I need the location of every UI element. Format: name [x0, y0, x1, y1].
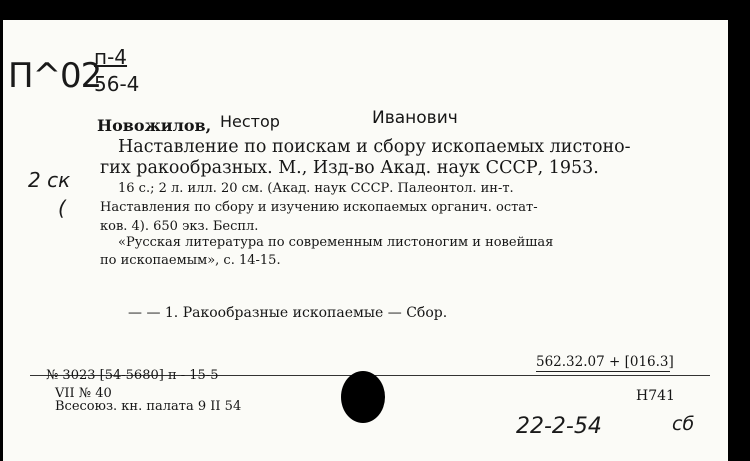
physical-description: 16 с.; 2 л. илл. 20 см. (Акад. наук СССР. Палеонтол. ин-т.	[118, 181, 514, 196]
series-statement: Наставления по сбору и изучению ископаемых органич. остат-	[100, 200, 538, 215]
shelfmark-prefix: П^02	[8, 56, 102, 96]
title-line: Наставление по поискам и сбору ископаемых листоно-	[118, 137, 631, 157]
scan-border-right	[728, 0, 750, 461]
author-patronymic: Иванович	[372, 108, 458, 128]
punch-hole	[341, 371, 385, 423]
bibliography-note: «Русская литература по современным листоногим и новейшая	[118, 235, 554, 250]
shelfmark-numerator: п-4	[94, 45, 128, 69]
classification-code: 562.32.07 + [016.3]	[536, 354, 674, 370]
inventory-number: Н741	[636, 388, 675, 404]
series-number: VII № 40	[55, 386, 112, 401]
book-chamber-stamp: Всесоюз. кн. палата 9 II 54	[55, 399, 242, 414]
bibliography-note: по ископаемым», с. 14-15.	[100, 253, 281, 268]
scan-border-left	[0, 20, 3, 461]
registration-number: № 3023 [54-5680] п - 15-5	[46, 368, 219, 383]
title-line: гих ракообразных. М., Изд-во Акад. наук СССР, 1953.	[100, 158, 599, 178]
handwritten-date: 22-2-54	[516, 414, 602, 439]
margin-note-mark: (	[58, 196, 66, 220]
subject-heading: — — 1. Ракообразные ископаемые — Сбор.	[128, 305, 448, 321]
margin-note: 2 ск	[28, 168, 71, 192]
author-surname: Новожилов,	[97, 116, 212, 135]
author-first-name: Нестор	[220, 112, 280, 131]
scan-border-top	[0, 0, 750, 20]
classification-underline	[536, 371, 670, 372]
shelfmark-denominator: 56-4	[94, 72, 140, 96]
handwritten-initials: сб	[672, 413, 695, 435]
series-statement: ков. 4). 650 экз. Беспл.	[100, 219, 259, 234]
